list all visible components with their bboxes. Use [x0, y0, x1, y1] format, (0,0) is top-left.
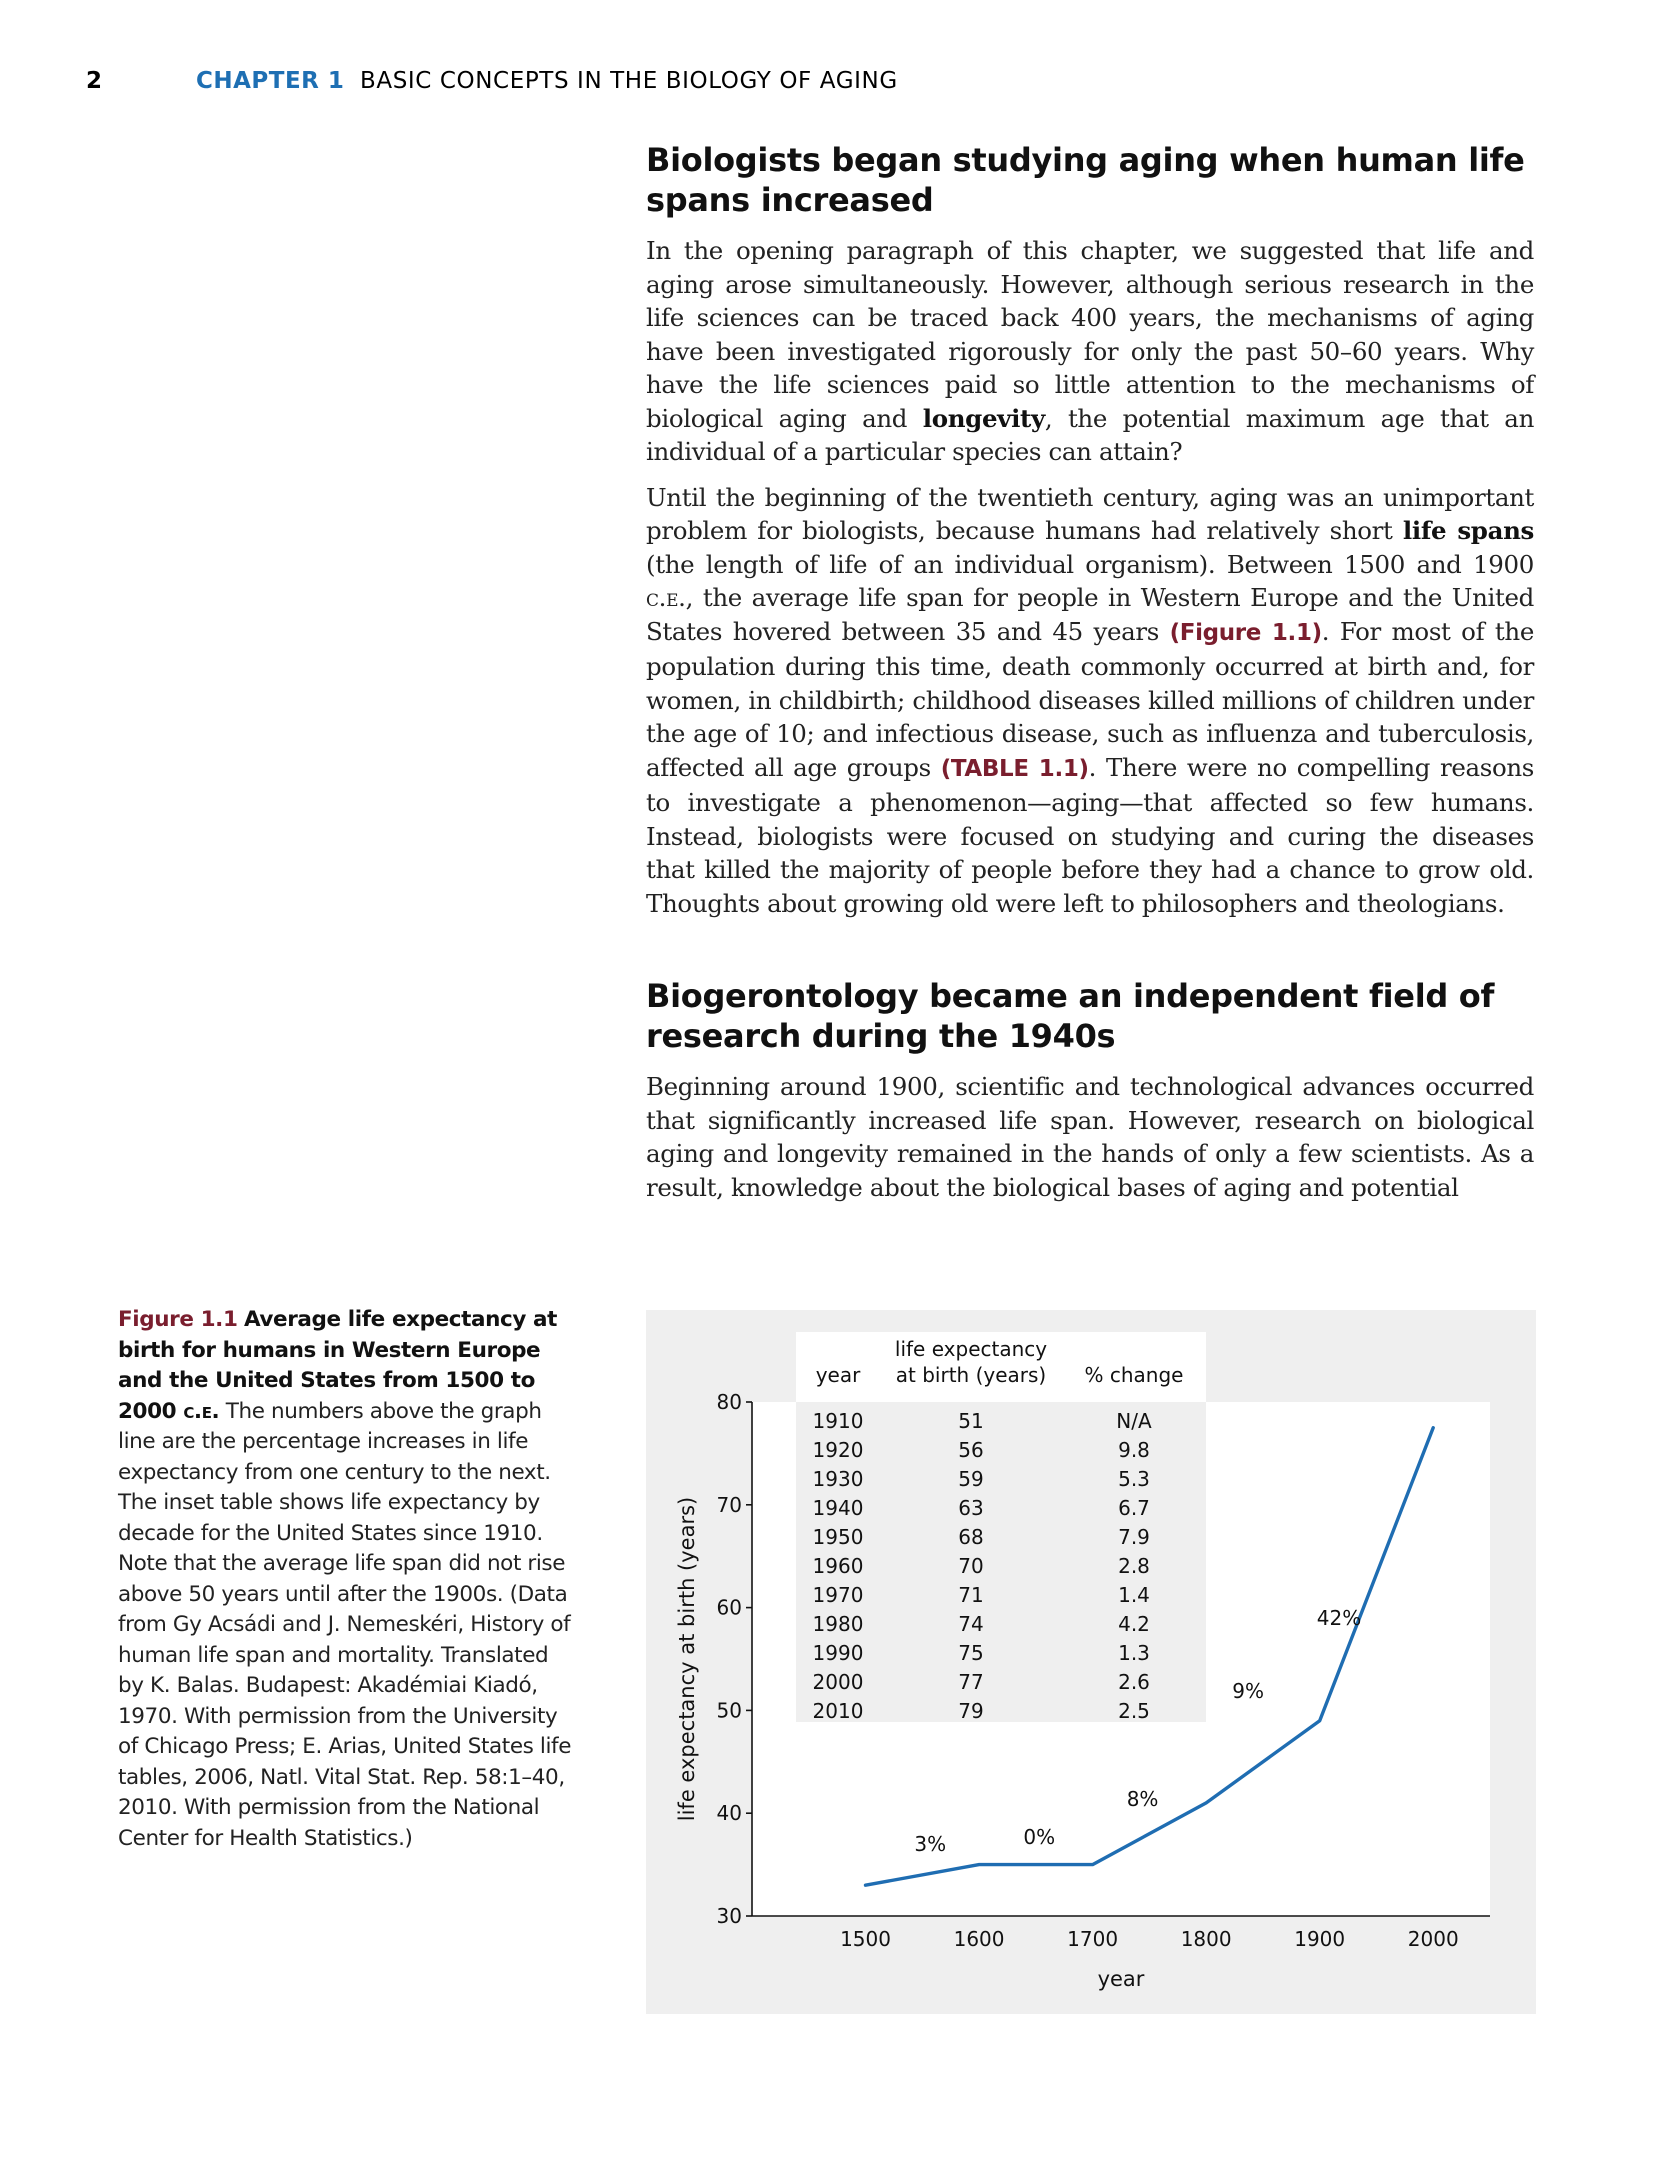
section-heading: Biologists began studying aging when human life spans increased — [646, 141, 1525, 219]
y-tick-label: 40 — [716, 1801, 742, 1826]
y-tick-label: 50 — [716, 1698, 742, 1723]
table-cell: 1920 — [812, 1438, 864, 1462]
table-header-percent-change: % change — [1084, 1363, 1184, 1387]
table-cell: 1910 — [812, 1409, 864, 1433]
section-biogerontology — [646, 976, 1534, 1204]
table-cell: 2010 — [812, 1699, 864, 1723]
table-cell: 5.3 — [1118, 1467, 1150, 1491]
x-tick-label: 1700 — [1067, 1927, 1119, 1951]
chapter-label: CHAPTER 1 — [196, 68, 345, 94]
table-cell: 1930 — [812, 1467, 864, 1491]
paragraph: In the opening paragraph of this chapter, we suggested that life and aging arose simultaneously. However, although serious research in the life sciences can be traced back 400 years, the mechanisms of aging have been investigated rigorously for only the past 50–60 years. Why have the life sciences paid so little attention to the mechanisms of biological aging and longevity, the potential maximum age that an individual of a particular species can attain? — [646, 236, 1534, 466]
x-axis-title: year — [1097, 1967, 1145, 1991]
table-cell: 2.5 — [1118, 1699, 1150, 1723]
table-cell: 1940 — [812, 1496, 864, 1520]
glossary-term-life-spans[interactable]: life spans — [1402, 516, 1534, 545]
table-cell: 77 — [958, 1670, 984, 1694]
table-header-life-expectancy: at birth (years) — [895, 1363, 1047, 1387]
table-cell: 1.3 — [1118, 1641, 1150, 1665]
table-cell: 75 — [958, 1641, 984, 1665]
y-tick-label: 70 — [716, 1492, 742, 1517]
table-cell: 68 — [958, 1525, 984, 1549]
table-cell: 70 — [958, 1554, 984, 1578]
running-head — [0, 68, 1675, 108]
section-heading: Biogerontology became an independent field of research during the 1940s — [646, 977, 1495, 1055]
percent-change-label: 3% — [914, 1832, 947, 1857]
table-cell: 1950 — [812, 1525, 864, 1549]
percent-change-label: 9% — [1232, 1679, 1265, 1704]
y-tick-label: 30 — [716, 1904, 742, 1928]
paragraph: Until the beginning of the twentieth century, aging was an unimportant problem for biologists, because humans had relatively short life spans (the length of life of an individual organism). Between 1500 and 1900 c.e., the average life span for people in Western Europe and the United States hovered between 35 and 45 years (Figure 1.1). For most of the population during this time, death commonly occurred at birth and, for women, in childbirth; childhood diseases killed millions of children under the age of 10; and infectious disease, such as influenza and tuberculosis, affected all age groups (TABLE 1.1). There were no compelling reasons to investigate a phenomenon—aging—that affected so few humans. Instead, biologists were focused on studying and curing the diseases that killed the majority of people before they had a chance to grow old. Thoughts about growing old were left to philosophers and theologians. — [646, 482, 1535, 918]
table-cell: 51 — [958, 1409, 984, 1433]
y-tick-label: 60 — [716, 1595, 742, 1620]
table-header-year: year — [815, 1363, 861, 1387]
glossary-term-longevity[interactable]: longevity — [922, 403, 1045, 433]
page-number: 2 — [86, 68, 103, 94]
table-cell: 9.8 — [1118, 1438, 1150, 1462]
figure-caption — [118, 1305, 580, 1854]
section-aging-study — [646, 140, 1534, 920]
table-cell: 2.8 — [1118, 1554, 1150, 1578]
y-tick-label: 80 — [716, 1390, 742, 1414]
table-cell: 7.9 — [1118, 1525, 1150, 1549]
table-cell: 2.6 — [1118, 1670, 1150, 1694]
table-cell: 79 — [958, 1699, 984, 1723]
table-cell: 1990 — [812, 1641, 864, 1665]
percent-change-label: 42% — [1316, 1606, 1362, 1631]
chapter-title: BASIC CONCEPTS IN THE BIOLOGY OF AGING — [360, 68, 898, 94]
table-cell: 71 — [958, 1583, 984, 1607]
table-cell: 1.4 — [1118, 1583, 1150, 1607]
x-tick-label: 1800 — [1180, 1927, 1232, 1951]
table-cell: 4.2 — [1118, 1612, 1150, 1636]
table-cell: 1960 — [812, 1554, 864, 1578]
figure-title: Average life expectancy at birth for humans in Western Europe and the United States from 1500 to 2000 c.e. — [118, 1307, 558, 1424]
percent-change-label: 8% — [1126, 1787, 1159, 1812]
table-cell: 2000 — [812, 1670, 864, 1694]
x-tick-label: 2000 — [1407, 1927, 1459, 1951]
table-cell: 56 — [958, 1438, 984, 1462]
table-cell: 1970 — [812, 1583, 864, 1607]
table-cell: 6.7 — [1118, 1496, 1150, 1520]
x-tick-label: 1600 — [953, 1927, 1005, 1951]
table-cell: 1980 — [812, 1612, 864, 1636]
y-axis-title: life expectancy at birth (years) — [675, 1496, 699, 1822]
x-tick-label: 1500 — [840, 1927, 891, 1951]
life-expectancy-chart — [646, 1310, 1536, 2014]
caption-body: The numbers above the graph line are the percentage increases in life expectancy from one century to the next. The inset table shows life expectancy by decade for the United States since 1910. Note that the average life span did not rise above 50 years until after the 1900s. (Data from Gy Acsádi and J. Nemeskéri, History of human life span and mortality. Translated by K. Balas. Budapest: Akadémiai Kiadó, 1970. With permission from the University of Chicago Press; E. Arias, United States life tables, 2006, Natl. Vital Stat. Rep. 58:1–40, 2010. With permission from the National Center for Health Statistics.) — [118, 1398, 572, 1851]
figure-1-1 — [646, 1310, 1536, 2014]
table-cell: 59 — [958, 1467, 984, 1491]
table-cell: N/A — [1116, 1409, 1152, 1433]
percent-change-label: 0% — [1023, 1825, 1056, 1850]
paragraph: Beginning around 1900, scientific and technological advances occurred that significantly increased life span. However, research on biological aging and longevity remained in the hands of only a few scientists. As a result, knowledge about the biological bases of aging and potential — [646, 1072, 1534, 1202]
table-cell: 74 — [958, 1612, 984, 1636]
figure-reference-link[interactable]: (Figure 1.1) — [1169, 619, 1322, 646]
x-tick-label: 1900 — [1294, 1927, 1346, 1951]
figure-label: Figure 1.1 — [118, 1307, 238, 1332]
table-header-life-expectancy: life expectancy — [894, 1337, 1048, 1361]
table-cell: 63 — [958, 1496, 984, 1520]
table-reference-link[interactable]: (TABLE 1.1) — [940, 755, 1089, 782]
